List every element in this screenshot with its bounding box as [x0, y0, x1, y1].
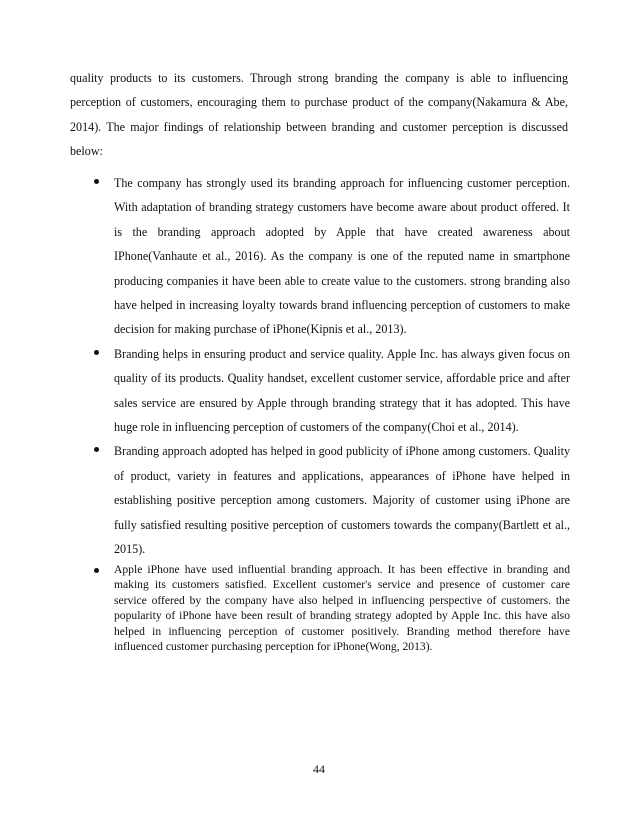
bullet-icon — [94, 179, 99, 184]
list-item — [94, 171, 570, 342]
bullet-icon — [94, 447, 99, 452]
page-number: 44 — [313, 762, 325, 776]
list-item-text: The company has strongly used its branding approach for influencing customer perception. With adaptation of branding strategy customers have become aware about product offered. It is the branding approach adopted by Apple that have created awareness about IPhone(Vanhaute et al., 2016). As the company is one of the reputed name in smartphone producing companies it have been able to create value to the customers. strong branding also have helped in increasing loyalty towards brand influencing perception of customers to make decision for making purchase of iPhone(Kipnis et al., 2013). — [114, 176, 570, 337]
list-item-text: Branding approach adopted has helped in good publicity of iPhone among customers. Quality of product, variety in features and applications, appearances of iPhone have helped in establishing positive perception among customers. Majority of customer using iPhone are fully satisfied resulting positive perception of customers towards the company(Bartlett et al., 2015). — [114, 444, 570, 557]
intro-paragraph: quality products to its customers. Through strong branding the company is able to influencing perception of customers, encouraging them to purchase product of the company(Nakamura & Abe, 2014). The major findings of relationship between branding and customer perception is discussed below: — [70, 71, 568, 159]
list-item-text: Branding helps in ensuring product and service quality. Apple Inc. has always given focus on quality of its products. Quality handset, excellent customer service, affordable price and after sales service are ensured by Apple through branding strategy that it has adopted. This have huge role in influencing perception of customers of the company(Choi et al., 2014). — [114, 346, 570, 435]
list-item — [94, 342, 570, 440]
list-item — [94, 562, 570, 655]
bullet-icon — [94, 568, 99, 573]
list-item-text: Apple iPhone have used influential branding approach. It has been effective in branding and making its customers satisfied. Excellent customer's service and presence of customer care service offered by the company have also helped in influencing perspective of customers. the popularity of iPhone have been result of branding strategy adopted by Apple Inc. this have also helped in influencing perception of customer positively. Branding method therefore have influenced customer purchasing perception for iPhone(Wong, 2013). — [114, 562, 570, 653]
bullet-icon — [94, 350, 99, 355]
list-item — [94, 439, 570, 561]
findings-list — [94, 171, 570, 655]
